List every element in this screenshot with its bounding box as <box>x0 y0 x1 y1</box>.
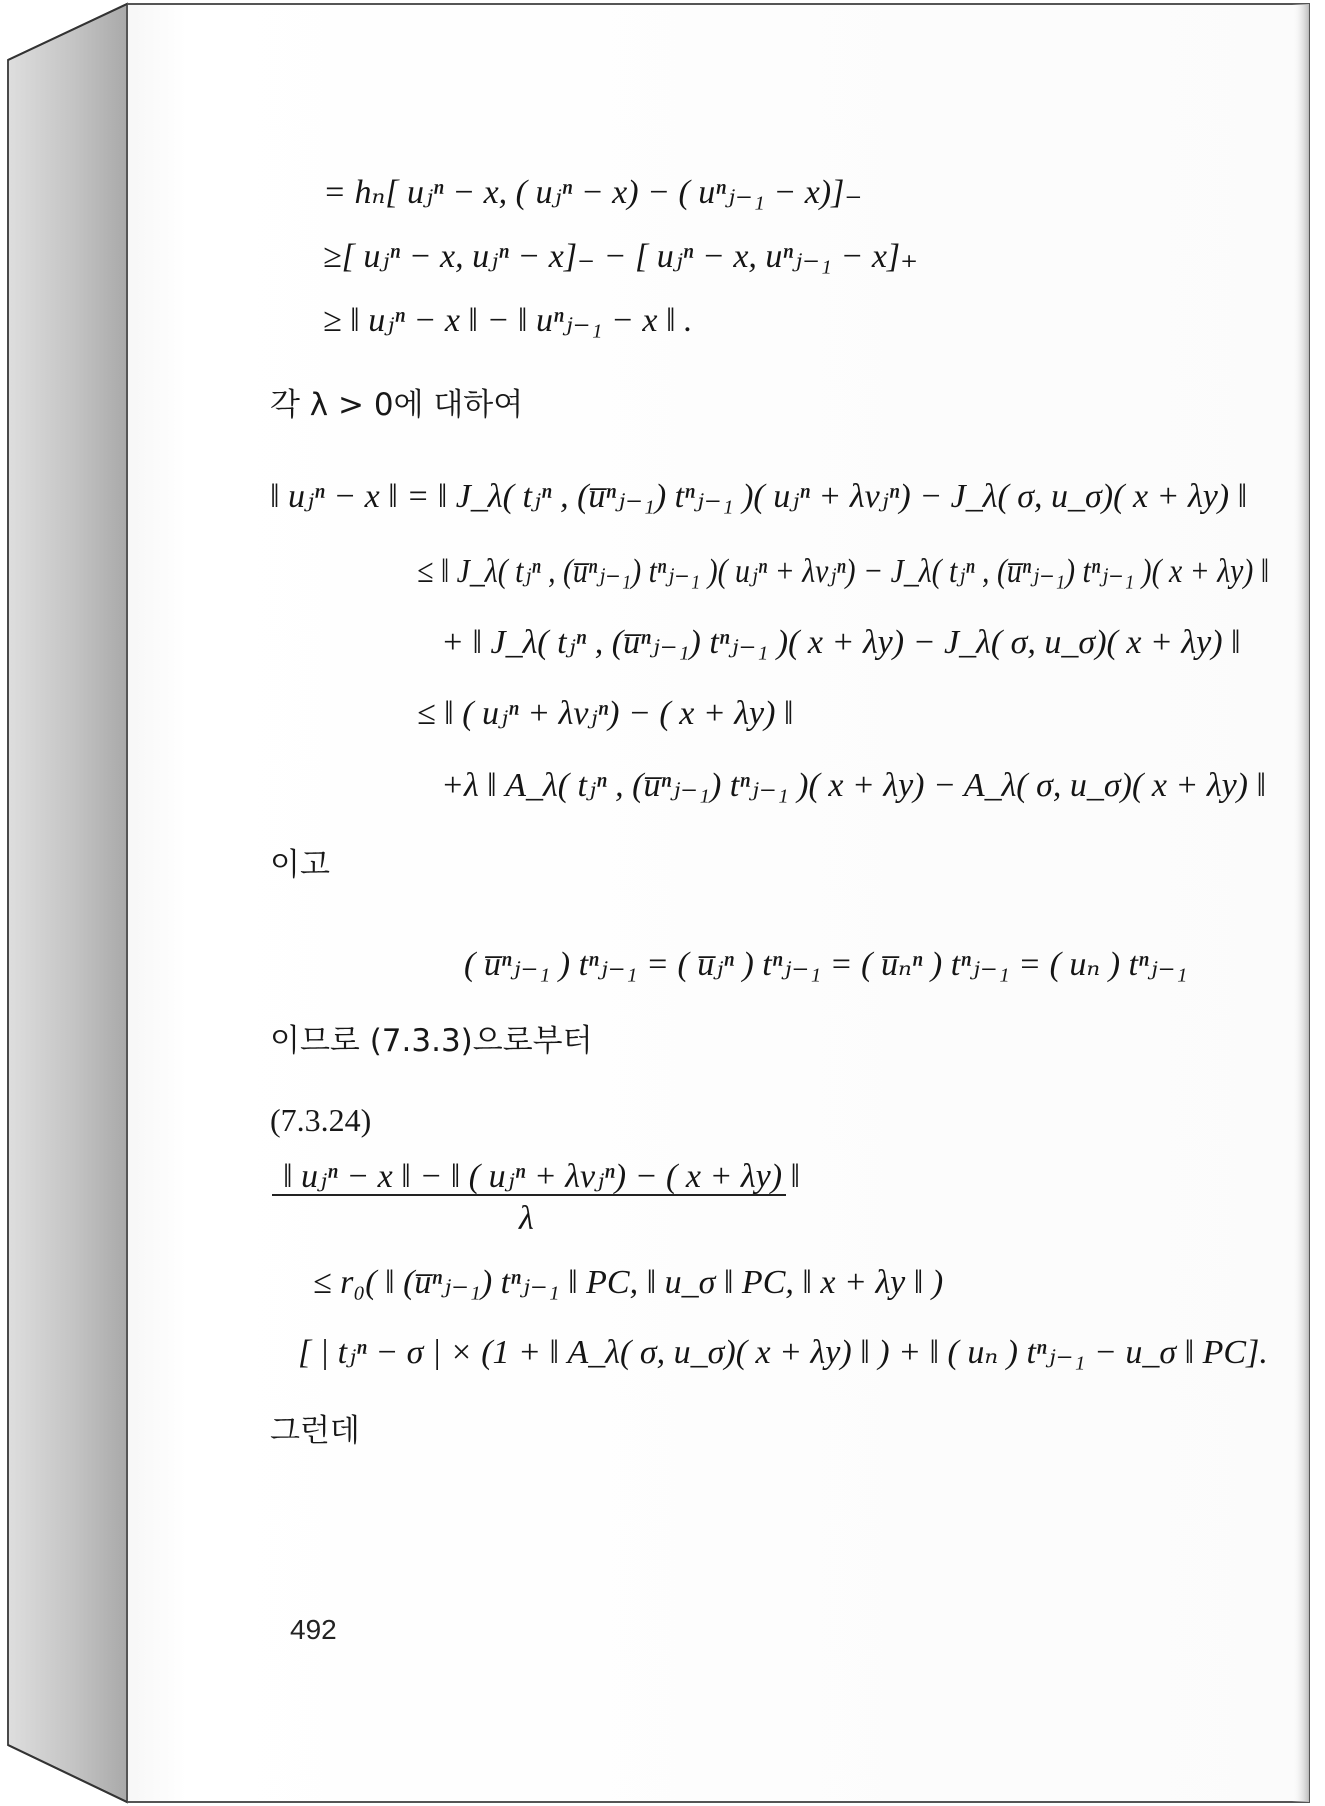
book-page <box>127 4 1309 1802</box>
korean-text: 이고 <box>270 847 330 883</box>
korean-text: 그런데 <box>270 1413 360 1449</box>
korean-text: 각 λ > 0에 대하여 <box>270 387 524 423</box>
fraction-numerator: ‖ uⱼⁿ − x ‖ − ‖ ( uⱼⁿ + λvⱼⁿ) − ( x + λy) ‖ <box>283 1158 801 1195</box>
equation-line: + ‖ J_λ( tⱼⁿ , (u̅ⁿⱼ₋₁) tⁿⱼ₋₁ )( x + λy) − J_λ( σ, u_σ)( x + λy) ‖ <box>441 624 1241 661</box>
page-number: 492 <box>290 1614 337 1645</box>
equation-line: ( u̅ⁿⱼ₋₁ ) tⁿⱼ₋₁ = ( u̅ⱼⁿ ) tⁿⱼ₋₁ = ( u̅ₙⁿ ) tⁿⱼ₋₁ = ( uₙ ) tⁿⱼ₋₁ <box>464 946 1188 983</box>
book-spine-side <box>8 4 127 1802</box>
equation-line: [ | tⱼⁿ − σ | × (1 + ‖ A_λ( σ, u_σ)( x + λy) ‖ ) + ‖ ( uₙ ) tⁿⱼ₋₁ − u_σ ‖ PC]. <box>298 1334 1268 1371</box>
fraction-bar <box>272 1194 786 1196</box>
fraction-denominator: λ <box>519 1200 534 1237</box>
equation-line: ‖ uⱼⁿ − x ‖ = ‖ J_λ( tⱼⁿ , (u̅ⁿⱼ₋₁) tⁿⱼ₋₁ )( uⱼⁿ + λvⱼⁿ) − J_λ( σ, u_σ)( x + λy) ‖ <box>270 478 1248 515</box>
equation-line: ≥ ‖ uⱼⁿ − x ‖ − ‖ uⁿⱼ₋₁ − x ‖ . <box>323 302 693 339</box>
equation-line: +λ ‖ A_λ( tⱼⁿ , (u̅ⁿⱼ₋₁) tⁿⱼ₋₁ )( x + λy) − A_λ( σ, u_σ)( x + λy) ‖ <box>441 767 1267 804</box>
korean-text: 이므로 (7.3.3)으로부터 <box>270 1023 593 1059</box>
equation-line: ≤ r₀( ‖ (u̅ⁿⱼ₋₁) tⁿⱼ₋₁ ‖ PC, ‖ u_σ ‖ PC, ‖ x + λy ‖ ) <box>313 1264 944 1301</box>
equation-label: (7.3.24) <box>270 1102 372 1138</box>
equation-line: ≤ ‖ J_λ( tⱼⁿ , (u̅ⁿⱼ₋₁) tⁿⱼ₋₁ )( uⱼⁿ + λvⱼⁿ) − J_λ( tⱼⁿ , (u̅ⁿⱼ₋₁) tⁿⱼ₋₁ )( x + λy) ‖ <box>417 553 1270 590</box>
equation-line: ≤ ‖ ( uⱼⁿ + λvⱼⁿ) − ( x + λy) ‖ <box>417 695 794 732</box>
equation-line: = hₙ[ uⱼⁿ − x, ( uⱼⁿ − x) − ( uⁿⱼ₋₁ − x)]₋ <box>323 174 863 211</box>
equation-line: ≥[ uⱼⁿ − x, uⱼⁿ − x]₋ − [ uⱼⁿ − x, uⁿⱼ₋₁ − x]₊ <box>323 238 919 275</box>
